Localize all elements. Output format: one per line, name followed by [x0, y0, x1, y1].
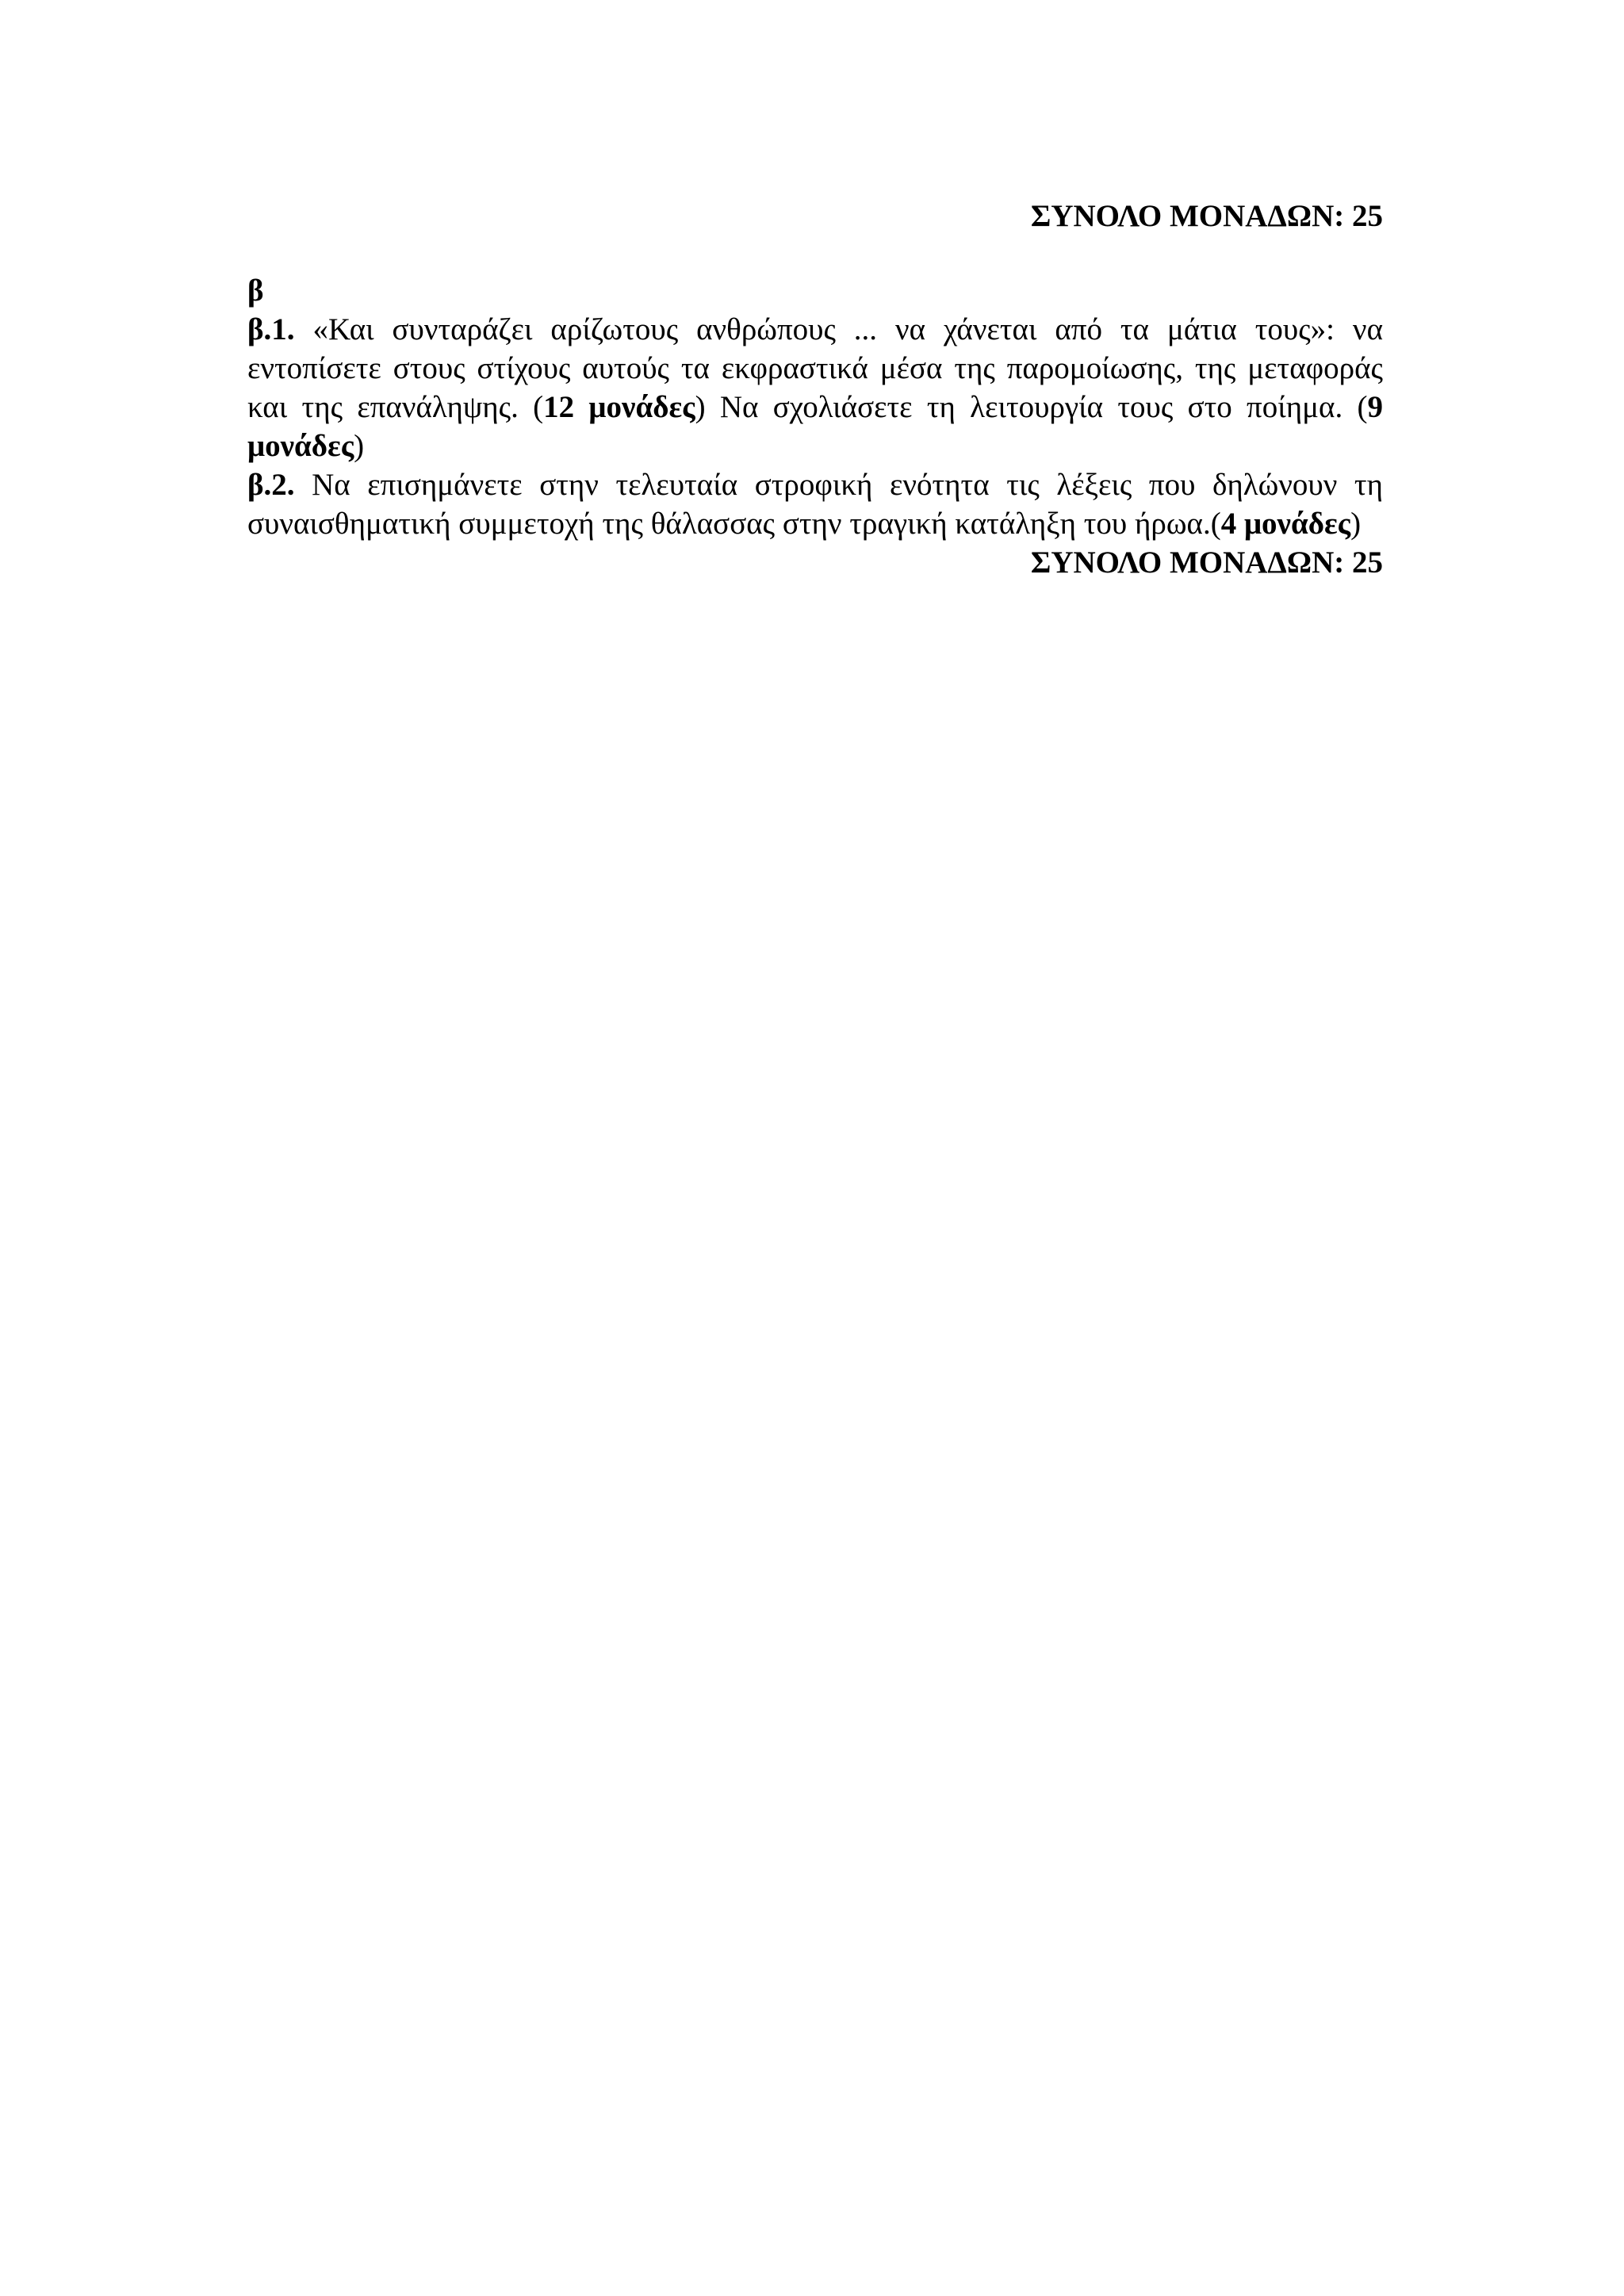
question-b1-text-c: ) — [354, 429, 365, 463]
document-page — [247, 197, 1383, 582]
question-b1-text-a: «Και συνταράζει αρίζωτους ανθρώπους ... να χάνεται από τα μάτια τους»: να εντοπίσετε στους στίχους αυτούς τα εκφραστικά μέσα της παρομοίωσης, της μεταφοράς και της επανάληψης. ( — [247, 312, 1383, 424]
question-b2-text-a: Να επισημάνετε στην τελευταία στροφική ενότητα τις λέξεις που δηλώνουν τη συναισθηματική συμμετοχή της θάλασσας στην τραγική κατάληξη του ήρωα.( — [247, 468, 1383, 541]
question-b1-number: β.1. — [247, 312, 295, 346]
question-b2 — [247, 465, 1383, 543]
question-b1-text-b: ) Να σχολιάσετε τη λειτουργία τους στο ποίημα. ( — [695, 390, 1368, 424]
question-b1-points-b: 9 μονάδες — [247, 390, 1383, 463]
total-points-top: ΣΥΝΟΛΟ ΜΟΝΑΔΩΝ: 25 — [1030, 199, 1383, 233]
total-points-bottom: ΣΥΝΟΛΟ ΜΟΝΑΔΩΝ: 25 — [1030, 545, 1383, 580]
section-label: β — [247, 274, 264, 308]
question-b2-text-b: ) — [1350, 507, 1362, 541]
question-b1 — [247, 310, 1383, 465]
question-b2-number: β.2. — [247, 468, 295, 502]
question-b2-points-a: 4 μονάδες — [1220, 507, 1351, 541]
question-b1-points-a: 12 μονάδες — [543, 390, 695, 424]
